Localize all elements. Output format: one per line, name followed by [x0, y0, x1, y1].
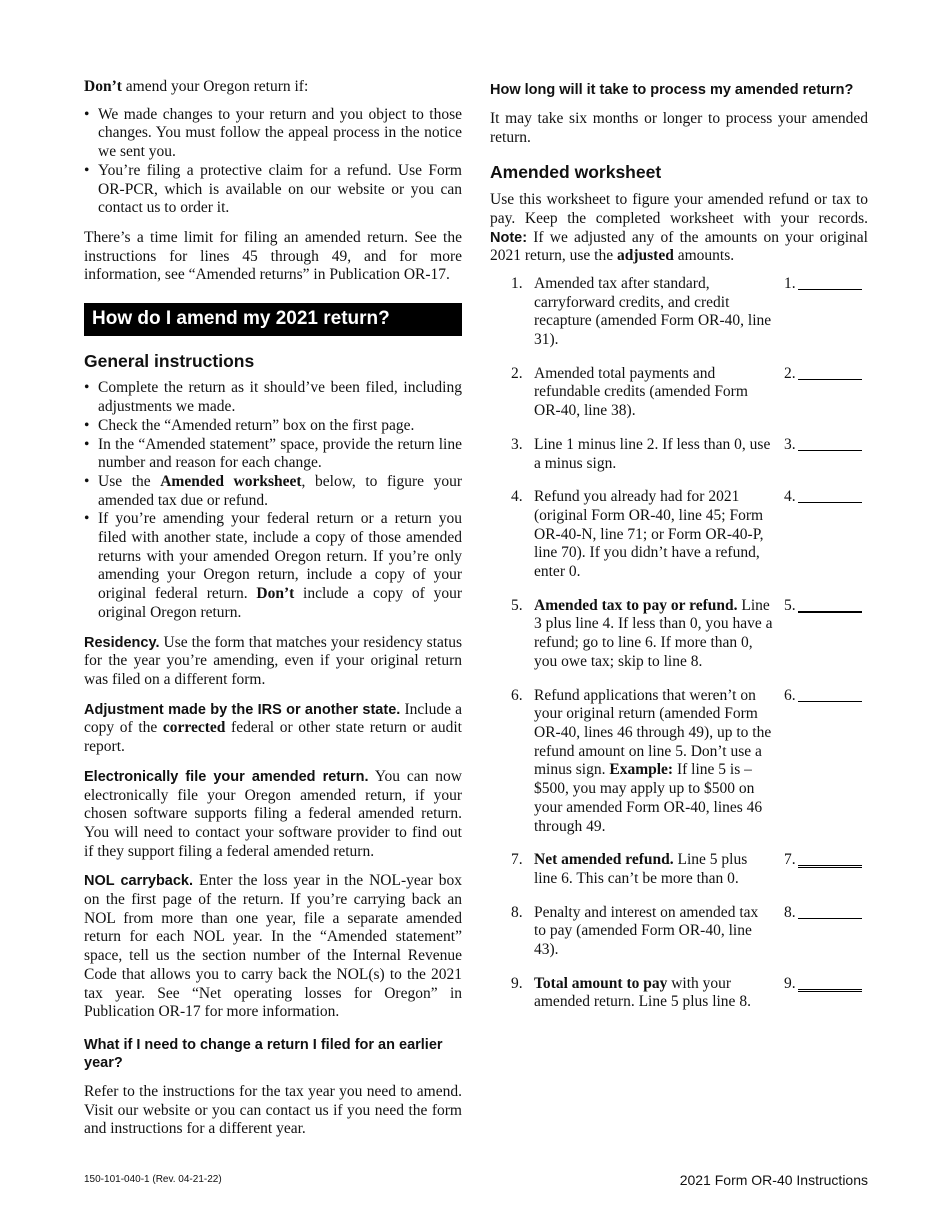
list-item: • You’re filing a protective claim for a refund. Use Form OR-PCR, which is available on our website or you can contact us to order it. — [84, 162, 462, 218]
footer-title: 2021 Form OR-40 Instructions — [679, 1172, 868, 1188]
worksheet-heading: Amended worksheet — [490, 162, 662, 183]
worksheet-line-1: 1. Amended tax after standard, carryforward credits, and credit recapture (amended Form OR-40, line 31). 1. — [490, 275, 774, 350]
list-item: • In the “Amended statement” space, provide the return line number and reason for each change. — [84, 436, 462, 473]
worksheet-line-8: 8. Penalty and interest on amended tax to pay (amended Form OR-40, line 43). 8. — [490, 904, 774, 960]
line-8-entry[interactable]: 8. — [784, 904, 864, 923]
right-column — [490, 78, 868, 1027]
list-item: • If you’re amending your federal return or a return you filed with another state, include a copy of those amended returns with your amended Oregon return. If you’re only amending your Oregon return, include a copy of your original federal return. Don’t include a copy of your original Oregon return. — [84, 510, 462, 622]
worksheet-line-9: 9. Total amount to pay with your amended return. Line 5 plus line 8. 9. — [490, 975, 774, 1012]
dont-amend-list — [84, 106, 462, 218]
worksheet-line-2: 2. Amended total payments and refundable credits (amended Form OR-40, line 38). 2. — [490, 365, 774, 421]
form-number: 150-101-040-1 (Rev. 04-21-22) — [84, 1174, 222, 1185]
list-item: • We made changes to your return and you object to those changes. You must follow the appeal process in the notice we sent you. — [84, 106, 462, 162]
section-banner: How do I amend my 2021 return? — [84, 303, 462, 336]
line-1-entry[interactable]: 1. — [784, 275, 864, 294]
efile-paragraph: Electronically file your amended return. You can now electronically file your Oregon amended return, if your chosen software supports filing a federal amended return. You will need to contact your software provider to find out if they support filing a federal amended return. — [84, 767, 462, 860]
worksheet-line-5: 5. Amended tax to pay or refund. Line 3 plus line 4. If less than 0, you have a refund; go to line 6. If more than 0, you owe tax; skip to line 8. 5. — [490, 597, 774, 672]
nol-paragraph: NOL carryback. Enter the loss year in the NOL-year box on the first page of the return. If you’re carrying back an NOL from more than one year, file a separate amended return for each NOL year. In the “Amended statement” space, tell us the section number of the Internal Revenue Code that allows you to carry back the NOL(s) to the 2021 tax year. See “Net operating losses for Oregon” in Publication OR-17 for more information. — [84, 872, 462, 1021]
worksheet-line-3: 3. Line 1 minus line 2. If less than 0, use a minus sign. 3. — [490, 436, 774, 473]
process-time-heading: How long will it take to process my amended return? — [490, 82, 854, 98]
line-2-entry[interactable]: 2. — [784, 365, 864, 384]
worksheet-line-6: 6. Refund applications that weren’t on your original return (amended Form OR-40, lines 46 through 49), up to the refund amount on line 5. Don’t use a minus sign. Example: If line 5 is –$500, you may apply up to $500 on your amended Form OR-40, lines 46 through 49. 6. — [490, 687, 774, 837]
line-4-entry[interactable]: 4. — [784, 488, 864, 507]
left-column — [84, 78, 462, 1149]
worksheet-intro: Use this worksheet to figure your amended refund or tax to pay. Keep the completed worksheet with your records. Note: If we adjusted any of the amounts on your original 2021 return, use the adjusted amounts. — [490, 191, 868, 265]
adjustment-paragraph: Adjustment made by the IRS or another state. Include a copy of the corrected federal or other state return or audit report. — [84, 700, 462, 756]
line-6-entry[interactable]: 6. — [784, 687, 864, 706]
process-time-paragraph: It may take six months or longer to process your amended return. — [490, 110, 868, 146]
line-3-entry[interactable]: 3. — [784, 436, 864, 455]
earlier-year-heading: What if I need to change a return I filed for an earlier year? — [84, 1036, 443, 1071]
line-7-entry[interactable]: 7. — [784, 851, 864, 870]
residency-paragraph: Residency. Use the form that matches your residency status for the year you’re amending, even if your original return was filed on a different form. — [84, 633, 462, 688]
list-item: • Check the “Amended return” box on the first page. — [84, 417, 462, 436]
list-item: • Complete the return as it should’ve been filed, including adjustments we made. — [84, 379, 462, 416]
dont-amend-intro: Don’t amend your Oregon return if: — [84, 78, 309, 95]
list-item: • Use the Amended worksheet, below, to figure your amended tax due or refund. — [84, 473, 462, 510]
amended-worksheet — [490, 275, 868, 1012]
general-instructions-list — [84, 379, 462, 622]
line-9-entry[interactable]: 9. — [784, 975, 864, 994]
general-instructions-heading: General instructions — [84, 350, 255, 371]
worksheet-line-7: 7. Net amended refund. Line 5 plus line 6. This can’t be more than 0. 7. — [490, 851, 774, 888]
line-5-entry[interactable]: 5. — [784, 597, 864, 616]
time-limit-paragraph: There’s a time limit for filing an amended return. See the instructions for lines 45 through 49, and for more information, see “Amended returns” in Publication OR-17. — [84, 228, 462, 284]
earlier-year-paragraph: Refer to the instructions for the tax year you need to amend. Visit our website or you can contact us if you need the form and instructions for a different year. — [84, 1082, 462, 1138]
worksheet-line-4: 4. Refund you already had for 2021 (original Form OR-40, line 45; Form OR-40-N, line 71; or Form OR-40-P, line 70). If you didn’t have a refund, enter 0. 4. — [490, 488, 774, 582]
